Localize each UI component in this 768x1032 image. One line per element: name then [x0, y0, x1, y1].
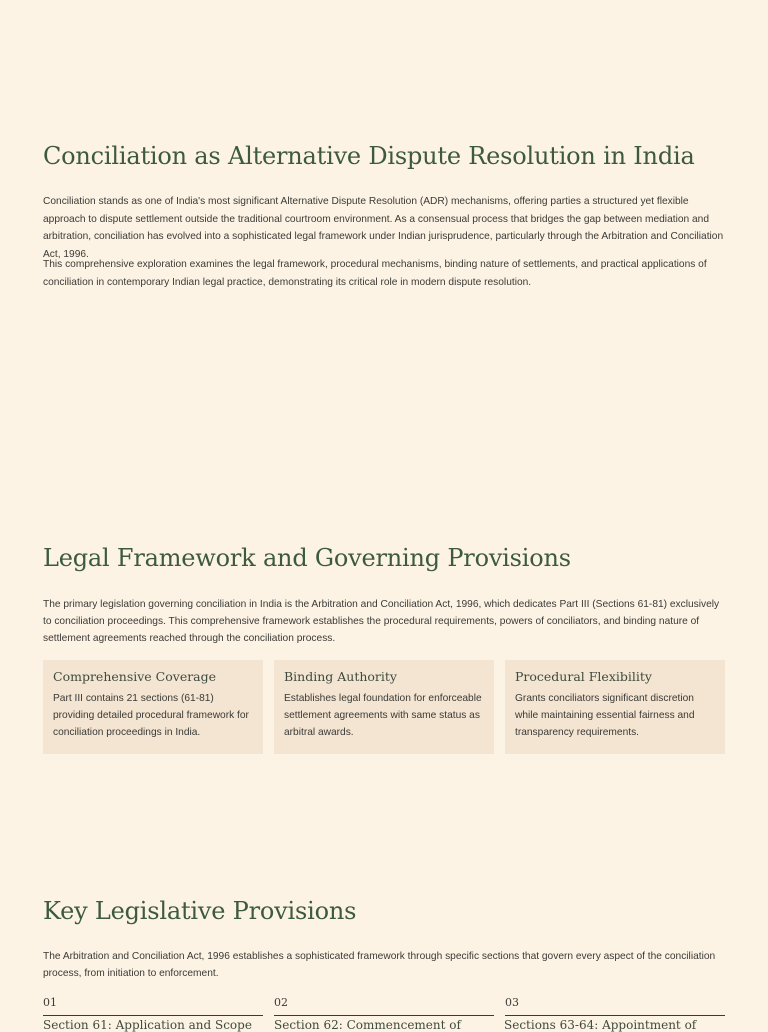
intro-paragraph-2: This comprehensive exploration examines the legal framework, procedural mechanisms, binding nature of settlements, and practical applications of conciliation in contemporary Indian legal practice, demonstrating its critical role in modern dispute resolution.	[43, 259, 707, 288]
provision-item-01	[43, 993, 263, 1016]
legal-framework-paragraph: The primary legislation governing conciliation in India is the Arbitration and Conciliation Act, 1996, which dedicates Part III (Sections 61-81) exclusively to conciliation proceedings. This comprehensive framework establishes the procedural requirements, powers of conciliators, and binding nature of settlement agreements reached through the conciliation process.	[43, 599, 720, 644]
card-body: Part III contains 21 sections (61-81) providing detailed procedural framework for conciliation proceedings in India.	[53, 693, 249, 738]
card-body: Establishes legal foundation for enforceable settlement agreements with same status as arbitral awards.	[284, 693, 482, 738]
intro-paragraph-1: Conciliation stands as one of India's most significant Alternative Dispute Resolution (ADR) mechanisms, offering parties a structured yet flexible approach to dispute settlement outside the traditional courtroom environment. As a consensual process that bridges the gap between mediation and arbitration, conciliation has evolved into a sophisticated legal framework under Indian jurisprudence, particularly through the Arbitration and Conciliation Act, 1996.	[43, 196, 724, 260]
provision-number: 02	[274, 996, 288, 1009]
card-title: Comprehensive Coverage	[53, 669, 217, 684]
card-title: Procedural Flexibility	[515, 669, 652, 684]
provision-title: Section 61: Application and Scope	[43, 1018, 252, 1032]
feature-cards	[43, 660, 725, 754]
provision-number: 03	[505, 996, 519, 1009]
provision-item-02	[274, 993, 494, 1016]
page-title: Conciliation as Alternative Dispute Resolution in India	[43, 142, 695, 170]
legal-framework-heading: Legal Framework and Governing Provisions	[43, 544, 571, 572]
card-body: Grants conciliators significant discretion while maintaining essential fairness and transparency requirements.	[515, 693, 695, 738]
provision-item-03	[505, 993, 725, 1016]
provision-number-row	[43, 993, 725, 1016]
provision-title: Section 62: Commencement of	[274, 1018, 461, 1032]
card-title: Binding Authority	[284, 669, 397, 684]
card-procedural-flexibility	[505, 660, 725, 754]
card-comprehensive-coverage	[43, 660, 263, 754]
key-provisions-heading: Key Legislative Provisions	[43, 897, 357, 925]
provision-title: Sections 63-64: Appointment of	[504, 1018, 697, 1032]
card-binding-authority	[274, 660, 494, 754]
key-provisions-paragraph: The Arbitration and Conciliation Act, 1996 establishes a sophisticated framework through specific sections that govern every aspect of the conciliation process, from initiation to enforcement.	[43, 951, 716, 979]
provision-number: 01	[43, 996, 57, 1009]
